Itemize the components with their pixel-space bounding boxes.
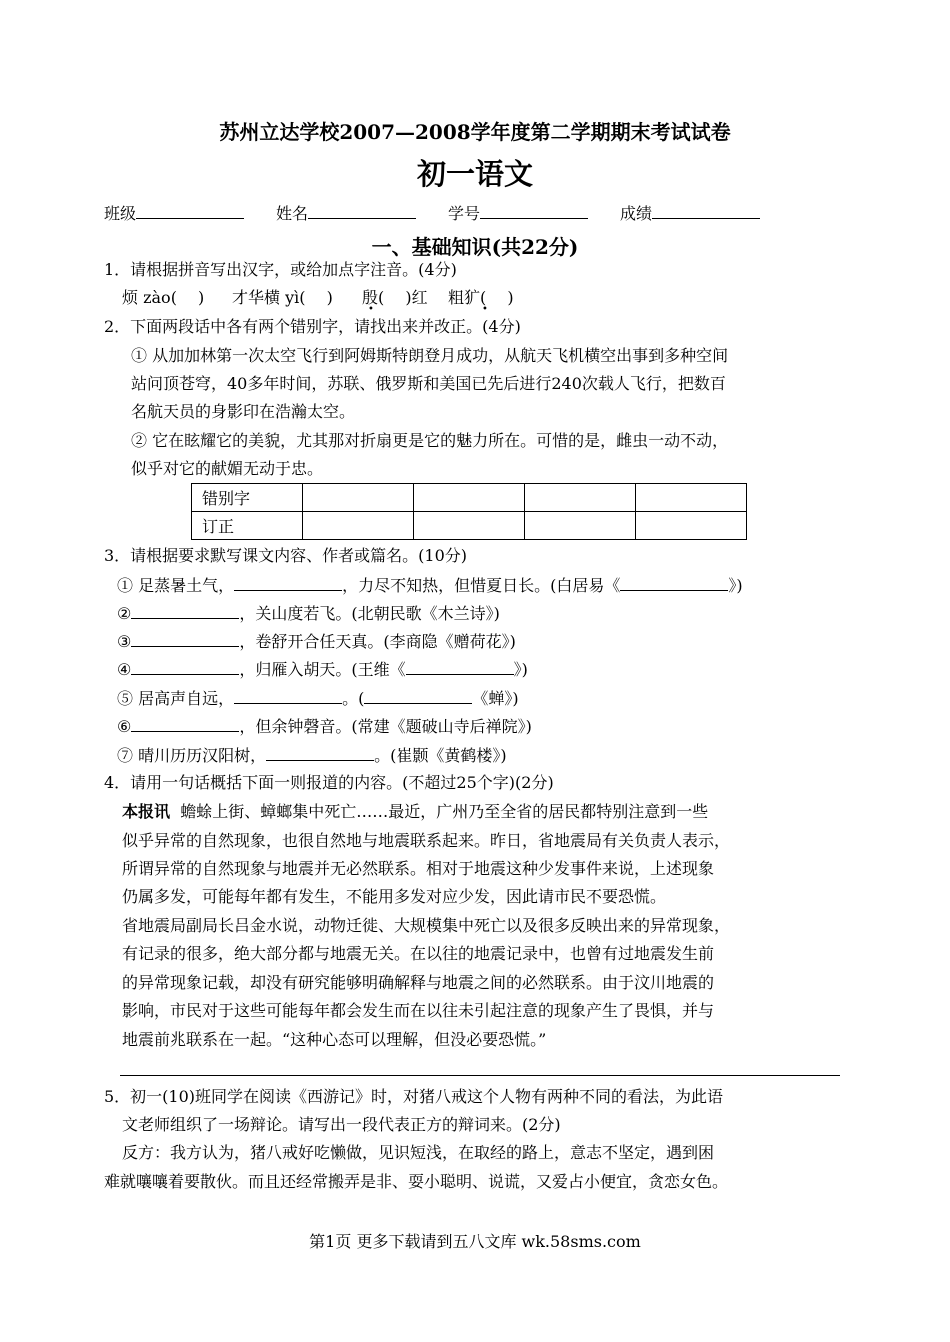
answer-cell[interactable] [303,512,414,540]
q4-line: 有记录的很多，绝大部分都与地震无关。在以往的地震记录中，也曾有过地震发生前 [122,944,715,963]
q4-line: 似乎异常的自然现象，也很自然地与地震联系起来。昨日，省地震局有关负责人表示， [122,831,731,850]
answer-cell[interactable] [303,484,414,512]
class-input-line[interactable] [136,203,244,219]
q3-item: ⑥ ，但余钟磬音。(常建《题破山寺后禅院》) [117,717,532,736]
q5-line: 反方：我方认为，猪八戒好吃懒做，见识短浅，在取经的路上，意志不坚定，遇到困 [122,1143,715,1162]
q2-prompt: 2．下面两段话中各有两个错别字，请找出来并改正。(4分) [104,317,521,336]
q4-line: 影响，市民对于这些可能每年都会发生而在以往未引起注意的现象产生了畏惧，并与 [122,1001,715,1020]
q4-line: 本报讯 蟾蜍上街、蟑螂集中死亡……最近，广州乃至全省的居民都特别注意到一些 [122,802,709,821]
row-label-correct: 订正 [192,512,303,540]
q2-paragraph-line: ① 从加加林第一次太空飞行到阿姆斯特朗登月成功，从航天飞机横空出事到多种空间 [131,346,729,365]
field-number-label: 学号 [448,204,481,223]
answer-blank[interactable] [131,631,239,647]
row-label-wrong: 错别字 [192,484,303,512]
q2-paragraph-line: 名航天员的身影印在浩瀚太空。 [131,402,356,421]
q2-paragraph-line: ② 它在眩耀它的美貌，尤其那对折扇更是它的魅力所在。可惜的是，雌虫一动不动， [131,431,729,450]
subject-title: 初一语文 [416,157,533,191]
q1-item: 殷( )红 [362,288,428,307]
q5-line: 难就嚷嚷着要散伙。而且还经常搬弄是非、耍小聪明、说谎，又爱占小便宜，贪恋女色。 [104,1172,729,1191]
table-row [192,484,747,512]
number-input-line[interactable] [480,203,588,219]
name-input-line[interactable] [308,203,416,219]
q1-item: 烦 zào( ) [122,288,205,307]
answer-cell[interactable] [414,484,525,512]
answer-cell[interactable] [636,512,747,540]
q5-line: 5．初一(10)班同学在阅读《西游记》时，对猪八戒这个人物有两种不同的看法，为此语 [104,1087,724,1106]
correction-table [191,483,747,540]
answer-cell[interactable] [525,484,636,512]
table-row [192,512,747,540]
q3-item: ④ ，归雁入胡天。(王维《 》) [117,660,528,679]
field-number [448,203,588,224]
q3-item: ⑤ 居高声自远， 。( 《蝉》) [117,689,519,708]
exam-title: 苏州立达学校2007—2008学年度第二学期期末考试试卷 [219,120,731,144]
answer-blank[interactable] [266,745,374,761]
field-score [620,203,760,224]
q3-item: ③ ，卷舒开合任天真。(李商隐《赠荷花》) [117,632,516,651]
answer-cell[interactable] [636,484,747,512]
q2-paragraph-line: 似乎对它的献媚无动于忠。 [131,459,324,478]
field-name-label: 姓名 [276,204,309,223]
q1-item: 粗犷( ) [448,288,514,307]
q3-item: ② ，关山度若飞。(北朝民歌《木兰诗》) [117,604,500,623]
answer-blank[interactable] [364,688,472,704]
news-lead: 本报讯 [122,802,171,821]
answer-blank[interactable] [131,716,239,732]
q1-item: 才华横 yì( ) [232,288,333,307]
q4-prompt: 4．请用一句话概括下面一则报道的内容。(不超过25个字)(2分) [104,773,554,792]
field-class-label: 班级 [104,204,137,223]
answer-line[interactable] [120,1075,840,1076]
q4-line: 省地震局副局长吕金水说，动物迁徙、大规模集中死亡以及很多反映出来的异常现象， [122,916,731,935]
answer-blank[interactable] [406,659,514,675]
page-footer: 第1页 更多下载请到五八文库 wk.58sms.com [309,1232,641,1251]
q5-line: 文老师组织了一场辩论。请写出一段代表正方的辩词来。(2分) [122,1115,561,1134]
answer-blank[interactable] [234,575,342,591]
emphasis-dot: • [482,304,488,315]
q4-line: 地震前兆联系在一起。“这种心态可以理解，但没必要恐慌。” [122,1030,547,1049]
emphasis-dot: • [368,304,374,315]
q3-item: ⑦ 晴川历历汉阳树， 。(崔颢《黄鹤楼》) [117,746,507,765]
q3-item: ① 足蒸暑土气， ，力尽不知热，但惜夏日长。(白居易《 》) [117,576,743,595]
answer-blank[interactable] [131,659,239,675]
answer-blank[interactable] [131,603,239,619]
answer-blank[interactable] [234,688,342,704]
field-score-label: 成绩 [620,204,653,223]
answer-cell[interactable] [414,512,525,540]
answer-cell[interactable] [525,512,636,540]
q4-line: 的异常现象记载，却没有研究能够明确解释与地震之间的必然联系。由于汶川地震的 [122,973,715,992]
q3-prompt: 3．请根据要求默写课文内容、作者或篇名。(10分) [104,546,468,565]
q2-paragraph-line: 站问顶苍穹，40多年时间，苏联、俄罗斯和美国已先后进行240次载人飞行，把数百 [131,374,726,393]
field-name [276,203,416,224]
section-title: 一、基础知识(共22分) [371,235,579,259]
field-class [104,203,244,224]
answer-blank[interactable] [620,575,728,591]
q4-line: 仍属多发，可能每年都有发生，不能用多发对应少发，因此请市民不要恐慌。 [122,887,667,906]
q4-line: 所谓异常的自然现象与地震并无必然联系。相对于地震这种少发事件来说，上述现象 [122,859,715,878]
score-input-line[interactable] [652,203,760,219]
q1-prompt: 1．请根据拼音写出汉字，或给加点字注音。(4分) [104,260,457,279]
